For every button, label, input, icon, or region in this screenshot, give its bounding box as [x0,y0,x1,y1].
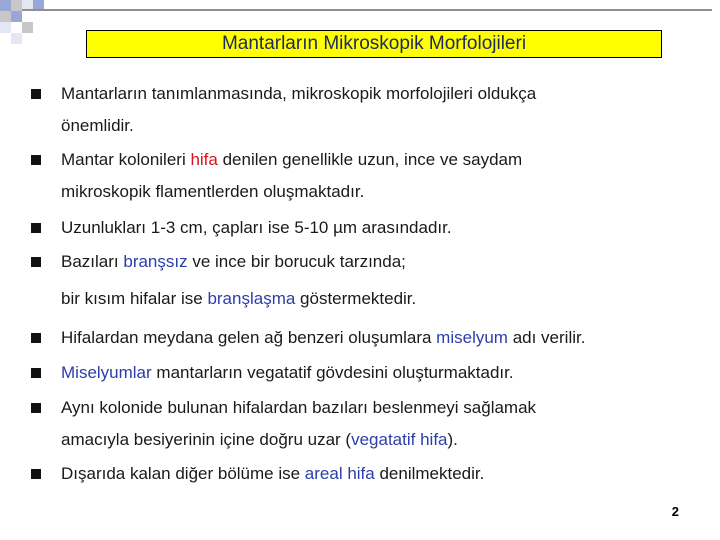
highlighted-term: Miselyumlar [61,363,152,382]
text-span: Mantar kolonileri [61,150,191,169]
highlighted-term: hifa [190,150,218,169]
bullet-text [61,424,458,456]
bullet-text [61,458,484,490]
slide-title: Mantarların Mikroskopik Morfolojileri [221,33,527,54]
highlighted-term: miselyum [436,328,508,347]
text-span: ve ince bir borucuk tarzında; [187,252,406,271]
deco-square [22,22,33,33]
bullet-square-icon [31,223,41,233]
deco-square [11,0,22,11]
decorative-squares [0,0,80,48]
text-span: önemlidir. [61,116,134,135]
page-number: 2 [671,504,679,519]
deco-square [11,33,22,44]
bullet-text [61,246,406,278]
header-rule [22,9,712,11]
bullet-text [61,283,416,315]
text-span: adı verilir. [507,328,586,347]
text-span: ). [447,430,458,449]
deco-square [0,11,11,22]
bullet-text [61,176,364,208]
bullet-text [61,110,134,142]
bullet-square-icon [31,469,41,479]
text-span: Uzunlukları 1-3 cm, çapları ise 5-10 µm arasındadır. [61,218,452,237]
deco-square [11,11,22,22]
text-span: Bazıları [61,252,124,271]
text-span: Mantarların tanımlanmasında, mikroskopik morfolojileri oldukça [61,84,537,103]
bullet-square-icon [31,403,41,413]
text-span: denilen genellikle uzun, ince ve saydam [217,150,523,169]
bullet-text [61,392,536,424]
bullet-text [61,322,585,354]
bullet-text [61,78,536,110]
text-span: Aynı kolonide bulunan hifalardan bazıları beslenmeyi sağlamak [61,398,537,417]
slide-title-box [86,30,662,58]
text-span: bir kısım hifalar ise [61,289,208,308]
text-span: göstermektedir. [295,289,417,308]
bullet-square-icon [31,155,41,165]
bullet-square-icon [31,333,41,343]
deco-square [0,0,11,11]
highlighted-term: areal hifa [304,464,375,483]
bullet-square-icon [31,89,41,99]
text-span: mikroskopik flamentlerden oluşmaktadır. [61,182,365,201]
text-span: mantarların vegatatif gövdesini oluşturmaktadır. [151,363,514,382]
text-span: denilmektedir. [374,464,485,483]
highlighted-term: vegatatif hifa [351,430,448,449]
bullet-text [61,212,452,244]
text-span: Hifalardan meydana gelen ağ benzeri oluşumlara [61,328,437,347]
text-span: amacıyla besiyerinin içine doğru uzar ( [61,430,352,449]
highlighted-term: branşsız [123,252,188,271]
bullet-text [61,144,522,176]
deco-square [0,22,11,33]
bullet-square-icon [31,368,41,378]
bullet-text [61,357,514,389]
bullet-square-icon [31,257,41,267]
text-span: Dışarıda kalan diğer bölüme ise [61,464,305,483]
highlighted-term: branşlaşma [207,289,296,308]
